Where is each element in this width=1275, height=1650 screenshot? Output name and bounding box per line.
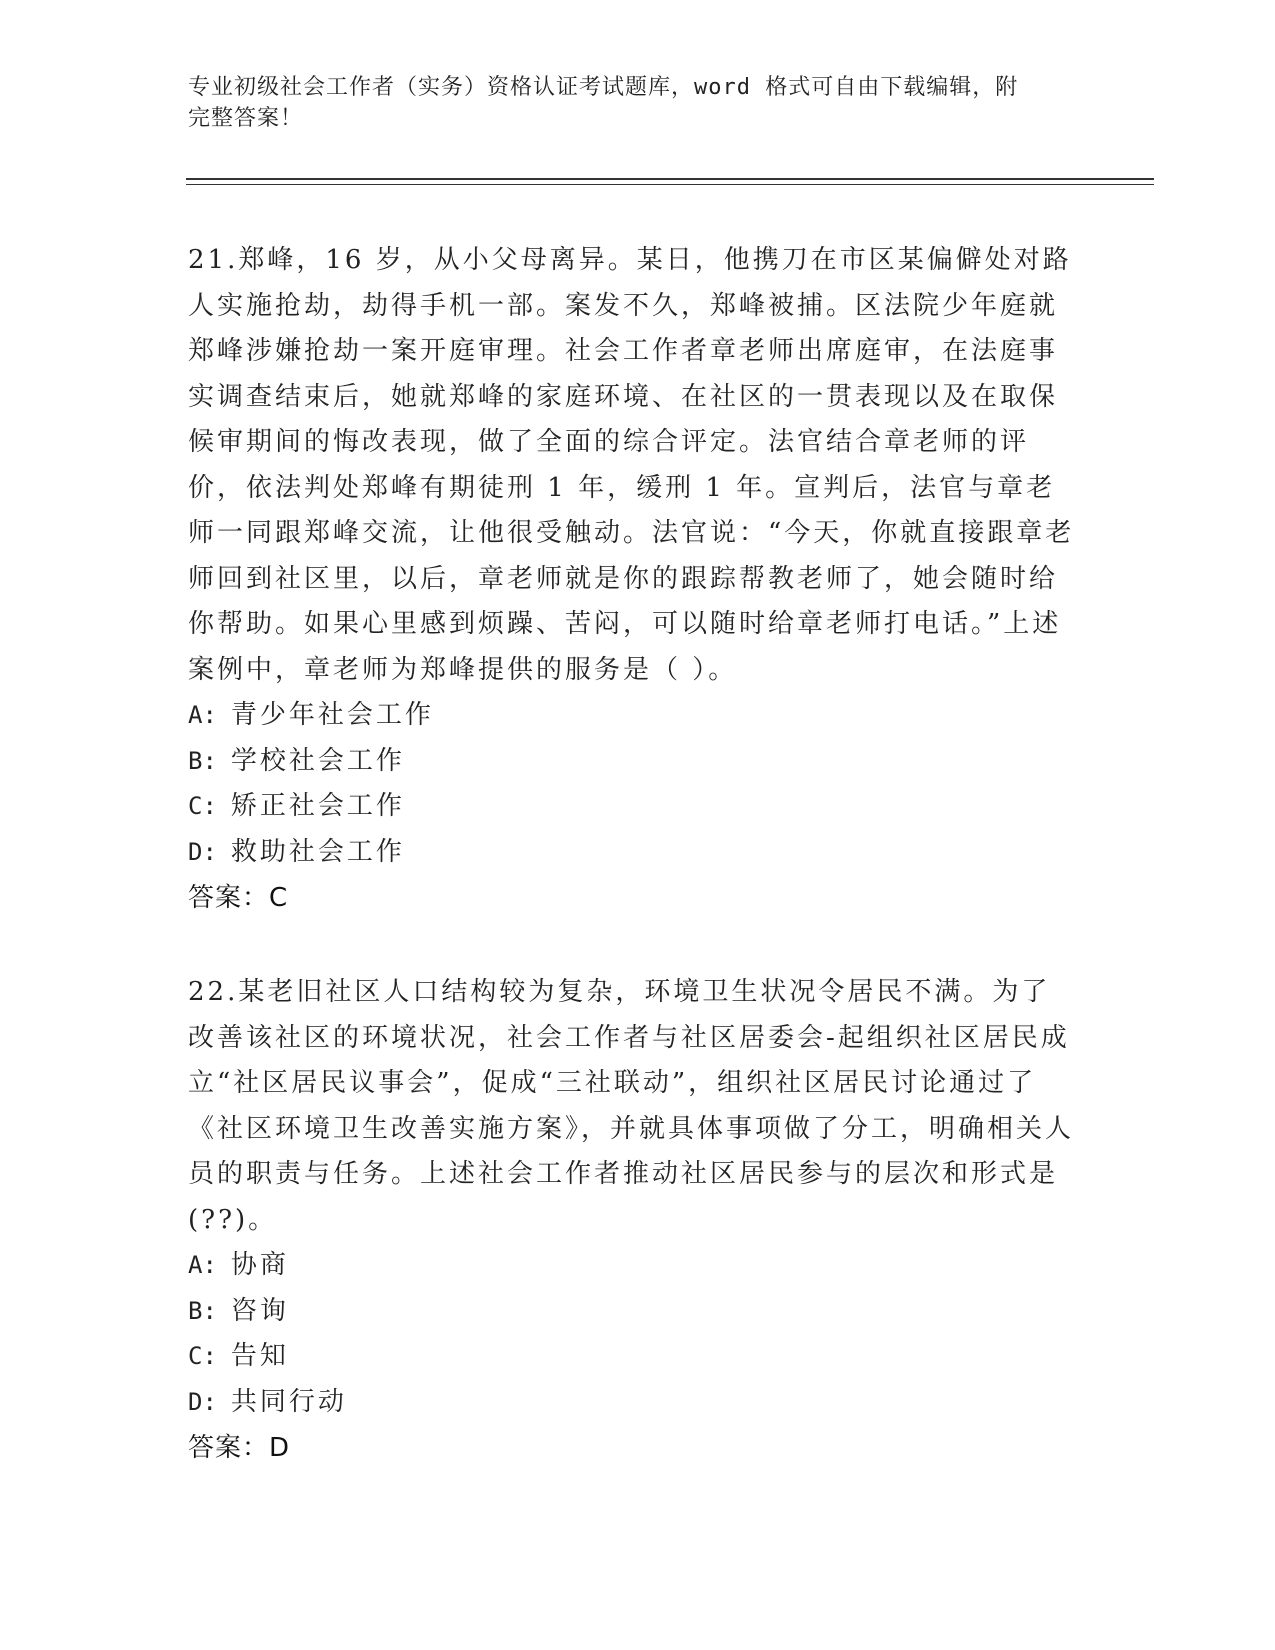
option-text: 共同行动 <box>230 1386 347 1417</box>
option-c <box>188 1334 1078 1380</box>
document-header <box>188 72 1068 134</box>
option-a <box>188 1243 1078 1289</box>
option-key: C: <box>188 792 217 820</box>
option-text: 学校社会工作 <box>230 745 405 776</box>
header-divider-thin <box>186 184 1154 185</box>
option-text: 青少年社会工作 <box>230 700 434 730</box>
question-22 <box>188 970 1078 1471</box>
option-key: A: <box>188 701 217 729</box>
option-key: B: <box>188 1296 217 1325</box>
option-a <box>188 693 1078 739</box>
option-text: 告知 <box>230 1341 289 1371</box>
option-text: 协商 <box>230 1250 289 1280</box>
option-c <box>188 784 1078 830</box>
question-stem: 21.郑峰，16 岁，从小父母离异。某日，他携刀在市区某偏僻处对路人实施抢劫，劫得手机一部。案发不久，郑峰被捕。区法院少年庭就郑峰涉嫌抢劫一案开庭审理。社会工作者章老师出席庭审，在法庭事实调查结束后，她就郑峰的家庭环境、在社区的一贯表现以及在取保候审期间的悔改表现，做了全面的综合评定。法官结合章老师的评价，依法判处郑峰有期徒刑 1 年，缓刑 1 年。宣判后，法官与章老师一同跟郑峰交流，让他很受触动。法官说：“今天，你就直接跟章老师回到社区里，以后，章老师就是你的跟踪帮教老师了，她会随时给你帮助。如果心里感到烦躁、苦闷，可以随时给章老师打电话。”上述案例中，章老师为郑峰提供的服务是（ ）。 <box>188 245 1075 685</box>
option-key: D: <box>188 837 217 866</box>
answer-line: 答案：D <box>188 1433 291 1463</box>
option-text: 咨询 <box>230 1295 289 1326</box>
option-b <box>188 739 1078 785</box>
question-21 <box>188 238 1078 921</box>
header-divider-thick <box>186 178 1154 180</box>
option-d <box>188 1380 1078 1426</box>
answer-line: 答案：C <box>188 883 289 913</box>
option-key: B: <box>188 746 217 775</box>
question-stem: 22.某老旧社区人口结构较为复杂，环境卫生状况令居民不满。为了改善该社区的环境状况，社会工作者与社区居委会-起组织社区居民成立“社区居民议事会”，促成“三社联动”，组织社区居民讨论通过了《社区环境卫生改善实施方案》，并就具体事项做了分工，明确相关人员的职责与任务。上述社会工作者推动社区居民参与的层次和形式是(??)。 <box>188 977 1075 1235</box>
header-line-1: 专业初级社会工作者（实务）资格认证考试题库，word 格式可自由下载编辑，附 <box>188 75 1019 100</box>
option-b <box>188 1289 1078 1335</box>
header-line-2: 完整答案！ <box>188 106 304 131</box>
option-key: C: <box>188 1342 217 1370</box>
option-text: 救助社会工作 <box>230 836 405 867</box>
option-key: A: <box>188 1251 217 1279</box>
option-d <box>188 830 1078 876</box>
option-text: 矫正社会工作 <box>230 791 405 821</box>
option-key: D: <box>188 1387 217 1416</box>
